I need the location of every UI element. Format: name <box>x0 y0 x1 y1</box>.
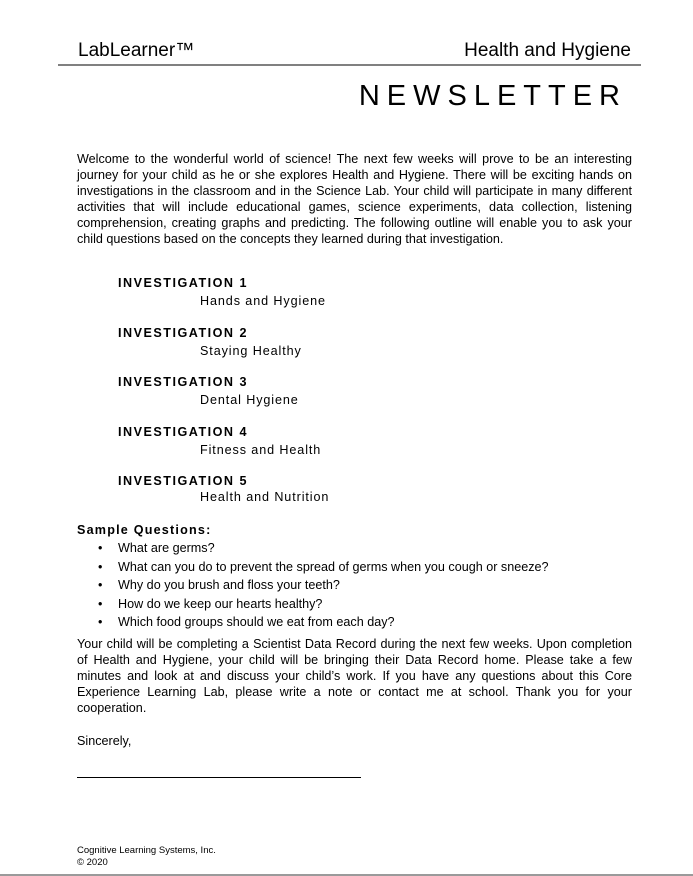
sample-questions <box>77 521 549 631</box>
sample-questions-heading: Sample Questions: <box>77 523 212 537</box>
question-item: • What are germs? <box>77 539 549 557</box>
question-item: • What can you do to prevent the spread of germs when you cough or sneeze? <box>77 558 549 576</box>
intro-paragraph: Welcome to the wonderful world of science! The next few weeks will prove to be an interesting journey for your child as he or she explores Health and Hygiene. There will be exciting hands on investigations in the classroom and in the Science Lab. Your child will participate in many different activities that will include educational games, science experiments, data collection, listening comprehension, creating graphs and predicting. The following outline will enable you to ask your child questions based on the concepts they learned during that investigation. <box>77 152 632 246</box>
investigation-subtitle: Fitness and Health <box>200 443 322 457</box>
investigation-heading: INVESTIGATION 4 <box>118 425 249 439</box>
closing-paragraph: Your child will be completing a Scientist Data Record during the next few weeks. Upon completion of Health and Hygiene, your child will be bringing their Data Record home. Please take a few minutes and look at and discuss your child’s work. If you have any questions about this Core Experience Learning Lab, please write a note or contact me at school. Thank you for your cooperation. <box>77 637 632 715</box>
page-footer <box>77 845 216 868</box>
investigation-subtitle: Hands and Hygiene <box>200 294 326 308</box>
investigation-item <box>118 276 326 308</box>
investigation-heading: INVESTIGATION 5 <box>118 474 249 488</box>
company-name: Cognitive Learning Systems, Inc. <box>77 845 216 856</box>
investigation-heading: INVESTIGATION 2 <box>118 326 249 340</box>
signoff: Sincerely, <box>77 734 132 748</box>
question-list <box>77 539 549 631</box>
investigation-subtitle: Health and Nutrition <box>200 490 330 504</box>
newsletter-title: NEWSLETTER <box>358 80 627 112</box>
investigation-subtitle: Dental Hygiene <box>200 393 299 407</box>
signature-line <box>77 777 361 778</box>
investigation-subtitle: Staying Healthy <box>200 344 302 358</box>
investigation-item <box>118 474 329 504</box>
investigation-item <box>118 425 321 457</box>
unit-title: Health and Hygiene <box>464 40 631 61</box>
question-item: • Which food groups should we eat from each day? <box>77 613 549 631</box>
investigation-item <box>118 326 302 358</box>
question-item: • How do we keep our hearts healthy? <box>77 595 549 613</box>
investigation-item <box>118 375 299 407</box>
investigation-heading: INVESTIGATION 3 <box>118 375 249 389</box>
investigation-heading: INVESTIGATION 1 <box>118 276 249 290</box>
brand-name: LabLearner™ <box>78 40 195 61</box>
page-header <box>58 38 641 66</box>
copyright: © 2020 <box>77 856 108 868</box>
question-item: • Why do you brush and floss your teeth? <box>77 576 549 594</box>
